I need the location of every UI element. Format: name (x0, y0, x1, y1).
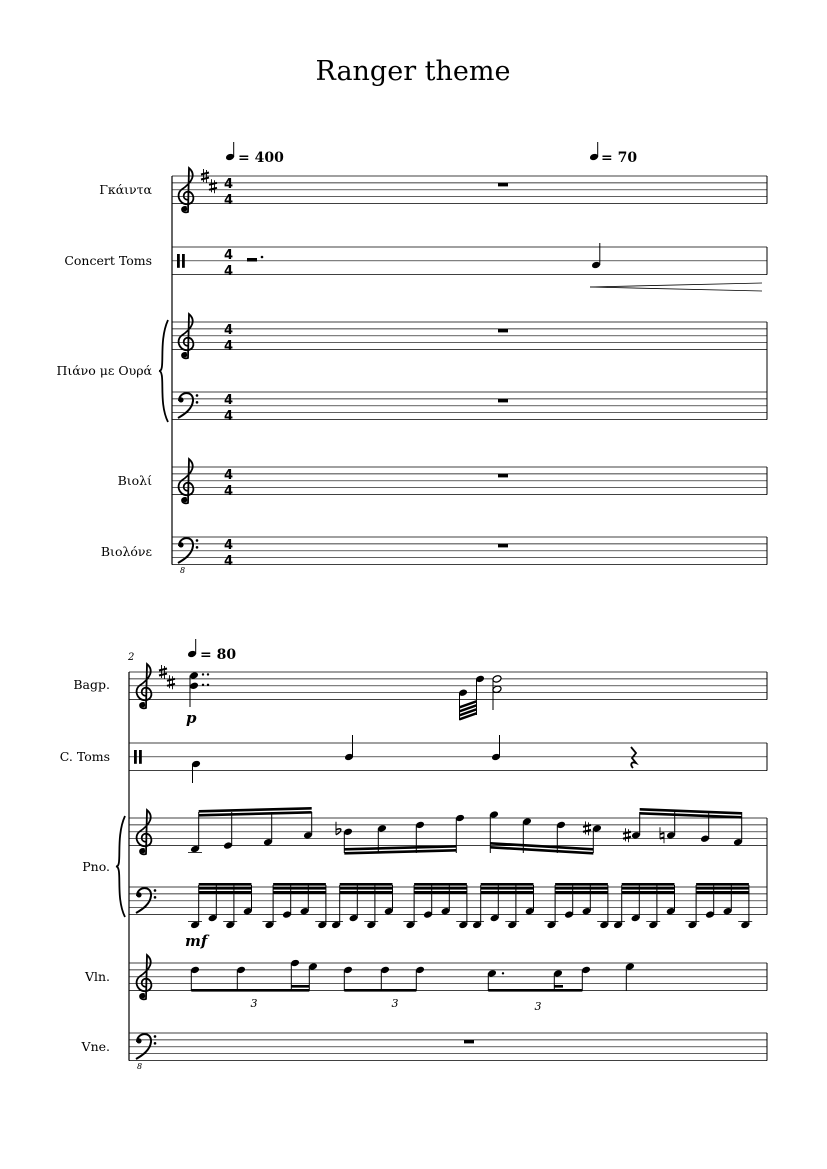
beam (481, 883, 534, 886)
instrument-name-concert-toms: Concert Toms (64, 253, 152, 268)
instrument-name-violone-short: Vne. (81, 1039, 110, 1054)
bass-clef-dot (196, 539, 199, 542)
tempo-marking-80: = 80 (200, 647, 237, 663)
instrument-name-violin: Βιολί (117, 473, 152, 488)
augmentation-dot (207, 673, 209, 675)
bass-clef-icon (178, 542, 183, 547)
beam (291, 985, 309, 988)
instrument-name-piano: Πιάνο με Ουρά (56, 363, 152, 378)
treble-clef-icon (179, 459, 194, 503)
instrument-name-piano-short: Pno. (82, 859, 110, 874)
beam (199, 883, 252, 886)
bass-clef-dot (196, 394, 199, 397)
treble-clef-icon (137, 955, 152, 999)
bass-clef-dot (196, 546, 199, 549)
sharp-icon (159, 669, 167, 671)
bass-clef-icon (178, 397, 183, 402)
time-signature-numerator: 4 (224, 538, 234, 553)
beam (414, 883, 467, 886)
score-title: Ranger theme (315, 56, 511, 87)
bass-clef-icon (136, 1038, 141, 1043)
beam (481, 891, 534, 894)
beam (481, 887, 534, 890)
natural-icon (660, 833, 664, 835)
sharp-icon (201, 178, 209, 180)
time-signature-denominator: 4 (224, 264, 234, 279)
instrument-name-bagpipe: Γκάιντα (99, 182, 152, 197)
bass-clef-dot (154, 1035, 157, 1038)
half-note-head (492, 675, 502, 684)
note-head (189, 682, 199, 691)
time-signature-denominator: 4 (224, 339, 234, 354)
tuplet-number: 3 (534, 1000, 542, 1013)
beam (696, 883, 749, 886)
time-signature-numerator: 4 (224, 393, 234, 408)
piano-brace (159, 320, 168, 422)
whole-rest-icon (464, 1040, 474, 1044)
augmentation-dot (202, 673, 204, 675)
instrument-name-violone: Βιολόνε (100, 544, 152, 559)
treble-clef-icon (141, 703, 146, 708)
time-signature-numerator: 4 (224, 177, 234, 192)
sharp-icon (159, 674, 167, 676)
treble-clef-icon (183, 207, 188, 212)
time-signature-numerator: 4 (224, 468, 234, 483)
natural-icon (660, 837, 664, 839)
bass-clef-dot (154, 1042, 157, 1045)
time-signature-denominator: 4 (224, 554, 234, 569)
treble-clef-icon (137, 810, 152, 854)
beam (414, 891, 467, 894)
measure-number: 2 (128, 652, 135, 663)
tuplet-number: 3 (250, 997, 258, 1010)
treble-clef-icon (141, 994, 146, 999)
percussion-clef-icon (182, 254, 185, 268)
percussion-clef-icon (139, 750, 142, 764)
beam (555, 891, 608, 894)
beam (199, 887, 252, 890)
beam (340, 887, 393, 890)
treble-clef-icon (137, 664, 152, 708)
beam (555, 883, 608, 886)
augmentation-dot (502, 972, 504, 974)
augmentation-dot (207, 684, 209, 686)
treble-clef-icon (183, 498, 188, 503)
tempo-marking-400: = 400 (238, 150, 284, 166)
bass-clef-dot (154, 896, 157, 899)
whole-rest-icon (498, 183, 508, 187)
beam (696, 891, 749, 894)
whole-rest-icon (498, 474, 508, 478)
percussion-clef-icon (177, 254, 180, 268)
rest-dot (261, 256, 264, 259)
time-signature-denominator: 4 (224, 193, 234, 208)
instrument-name-toms-short: C. Toms (59, 749, 110, 764)
beam (191, 989, 309, 992)
time-signature-numerator: 4 (224, 248, 234, 263)
half-note-head (492, 685, 502, 694)
time-signature-denominator: 4 (224, 484, 234, 499)
beam (622, 891, 675, 894)
clef-octave-mark: 8 (180, 566, 186, 575)
beam (696, 887, 749, 890)
dynamic-piano: p (186, 709, 197, 727)
beam (622, 883, 675, 886)
tuplet-number: 3 (391, 997, 399, 1010)
whole-rest-icon (498, 544, 508, 548)
whole-rest-icon (498, 329, 508, 333)
beam (414, 887, 467, 890)
quarter-rest-icon (631, 747, 636, 768)
beam (340, 883, 393, 886)
instrument-name-bagpipe-short: Bagp. (73, 677, 110, 692)
percussion-clef-icon (134, 750, 137, 764)
beam (554, 985, 563, 988)
treble-clef-icon (179, 168, 194, 212)
augmentation-dot (202, 684, 204, 686)
beam (340, 891, 393, 894)
beam (488, 989, 582, 992)
beam (273, 883, 326, 886)
crescendo-hairpin (590, 287, 762, 291)
crescendo-hairpin (590, 283, 762, 287)
treble-clef-icon (179, 314, 194, 358)
note-head (189, 671, 199, 680)
beam (273, 891, 326, 894)
piano-brace (116, 816, 125, 917)
bass-clef-dot (154, 889, 157, 892)
time-signature-denominator: 4 (224, 409, 234, 424)
beam (344, 989, 416, 992)
beam (273, 887, 326, 890)
treble-clef-icon (141, 849, 146, 854)
treble-clef-icon (183, 353, 188, 358)
dynamic-mezzo-forte: mf (185, 932, 208, 950)
beam (199, 891, 252, 894)
beam (555, 887, 608, 890)
sharp-icon (201, 173, 209, 175)
beam (622, 887, 675, 890)
time-signature-numerator: 4 (224, 323, 234, 338)
bass-clef-dot (196, 401, 199, 404)
tempo-marking-70: = 70 (601, 150, 638, 166)
bass-clef-icon (136, 892, 141, 897)
instrument-name-violin-short: Vln. (84, 969, 110, 984)
clef-octave-mark: 8 (137, 1062, 143, 1071)
whole-rest-icon (498, 399, 508, 403)
dotted-half-rest-icon (247, 258, 257, 262)
